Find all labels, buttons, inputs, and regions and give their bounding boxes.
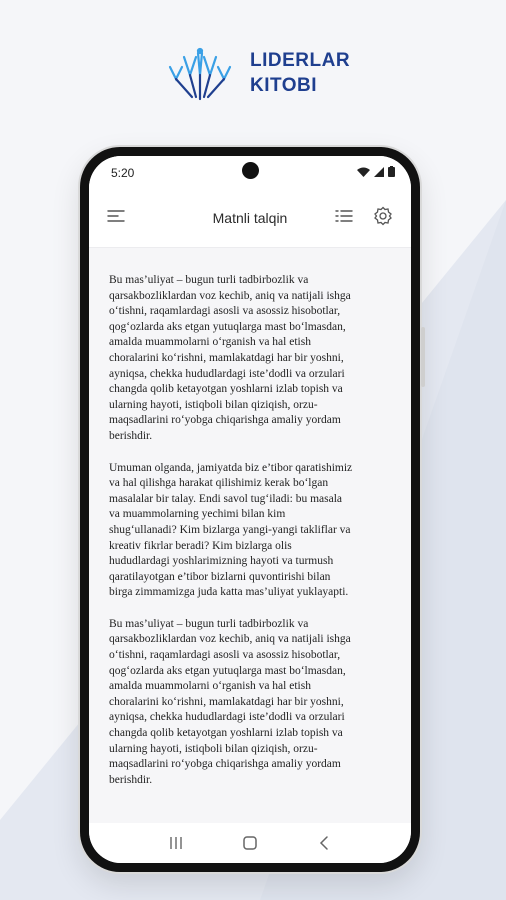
- power-button: [421, 327, 425, 387]
- back-icon[interactable]: [315, 834, 333, 852]
- phone-screen: [89, 156, 411, 863]
- front-camera: [242, 162, 259, 179]
- phone-frame: [80, 147, 420, 872]
- reading-content[interactable]: [89, 249, 411, 823]
- status-bar: [89, 156, 411, 186]
- brand-name: [250, 48, 350, 98]
- paragraph: Bu mas’uliyat – bugun turli tadbirbozlik va qarsakbozliklardan voz kechib, aniq va natijali ishga o‘tishni, raqamlardagi asosli va asossiz hisobotlar, qog‘ozlarda aks etgan yutuqlarga mast bo‘lmasdan, amalda muammolarni o‘rganish va hal etish choralarini ko‘rishni, mamlakatdagi har bir yoshni, ayniqsa, chekka hududlardagi iste’dodli va orzulari changda qolib ketayotgan yoshlarni izlab topish va ularning hayoti, istiqboli bilan qiziqish, orzu- maqsadlarini ro‘yobga chiqarishga amaliy yordam berishdir.: [109, 617, 351, 786]
- logo-mark-icon: [162, 45, 238, 101]
- paragraph: Bu mas’uliyat – bugun turli tadbirbozlik va qarsakbozliklardan voz kechib, aniq va natijali ishga o‘tishni, raqamlardagi asosli va asossiz hisobotlar, qog‘ozlarda aks etgan yutuqlarga mast bo‘lmasdan, amalda muammolarni o‘rganish va hal etish choralarini ko‘rishni, mamlakatdagi har bir yoshni, ayniqsa, chekka hududlardagi iste’dodli va orzulari changda qolib ketayotgan yoshlarni izlab topish va ularning hayoti, istiqboli bilan qiziqish, orzu- maqsadlarini ro‘yobga chiqarishga amaliy yordam berishdir.: [109, 274, 351, 442]
- gear-icon[interactable]: [373, 206, 393, 226]
- status-icons: [357, 166, 395, 177]
- brand-line-1: LIDERLAR: [250, 50, 351, 71]
- signal-icon: [374, 167, 384, 177]
- brand-line-2: KITOBI: [250, 75, 318, 96]
- list-icon[interactable]: [335, 208, 353, 224]
- brand-logo: [162, 45, 350, 101]
- app-bar: [89, 186, 411, 248]
- recent-apps-icon[interactable]: [167, 834, 185, 852]
- page-title: Matnli talqin: [212, 210, 288, 226]
- paragraph: Umuman olganda, jamiyatda biz e’tibor qaratishimiz va hal qilishga harakat qilishimiz kerak bo‘lgan masalalar bir talay. Endi savol tug‘iladi: bu masala va muammolarning yechimi bilan kim shug‘ullanadi? Kim bizlarga yangi-yangi takliflar va kreativ fikrlar beradi? Kim bizlarga olis hududlardagi yoshlarimizning hayoti va turmush qaratilayotgan e’tibor bizlarni quvontirishi bilan birga zimmamizga juda katta mas’uliyat yuklayapti.: [109, 461, 353, 599]
- battery-icon: [388, 166, 395, 177]
- system-nav-bar: [89, 823, 411, 863]
- wifi-icon: [357, 167, 370, 177]
- status-time: 5:20: [111, 166, 135, 180]
- home-icon[interactable]: [241, 834, 259, 852]
